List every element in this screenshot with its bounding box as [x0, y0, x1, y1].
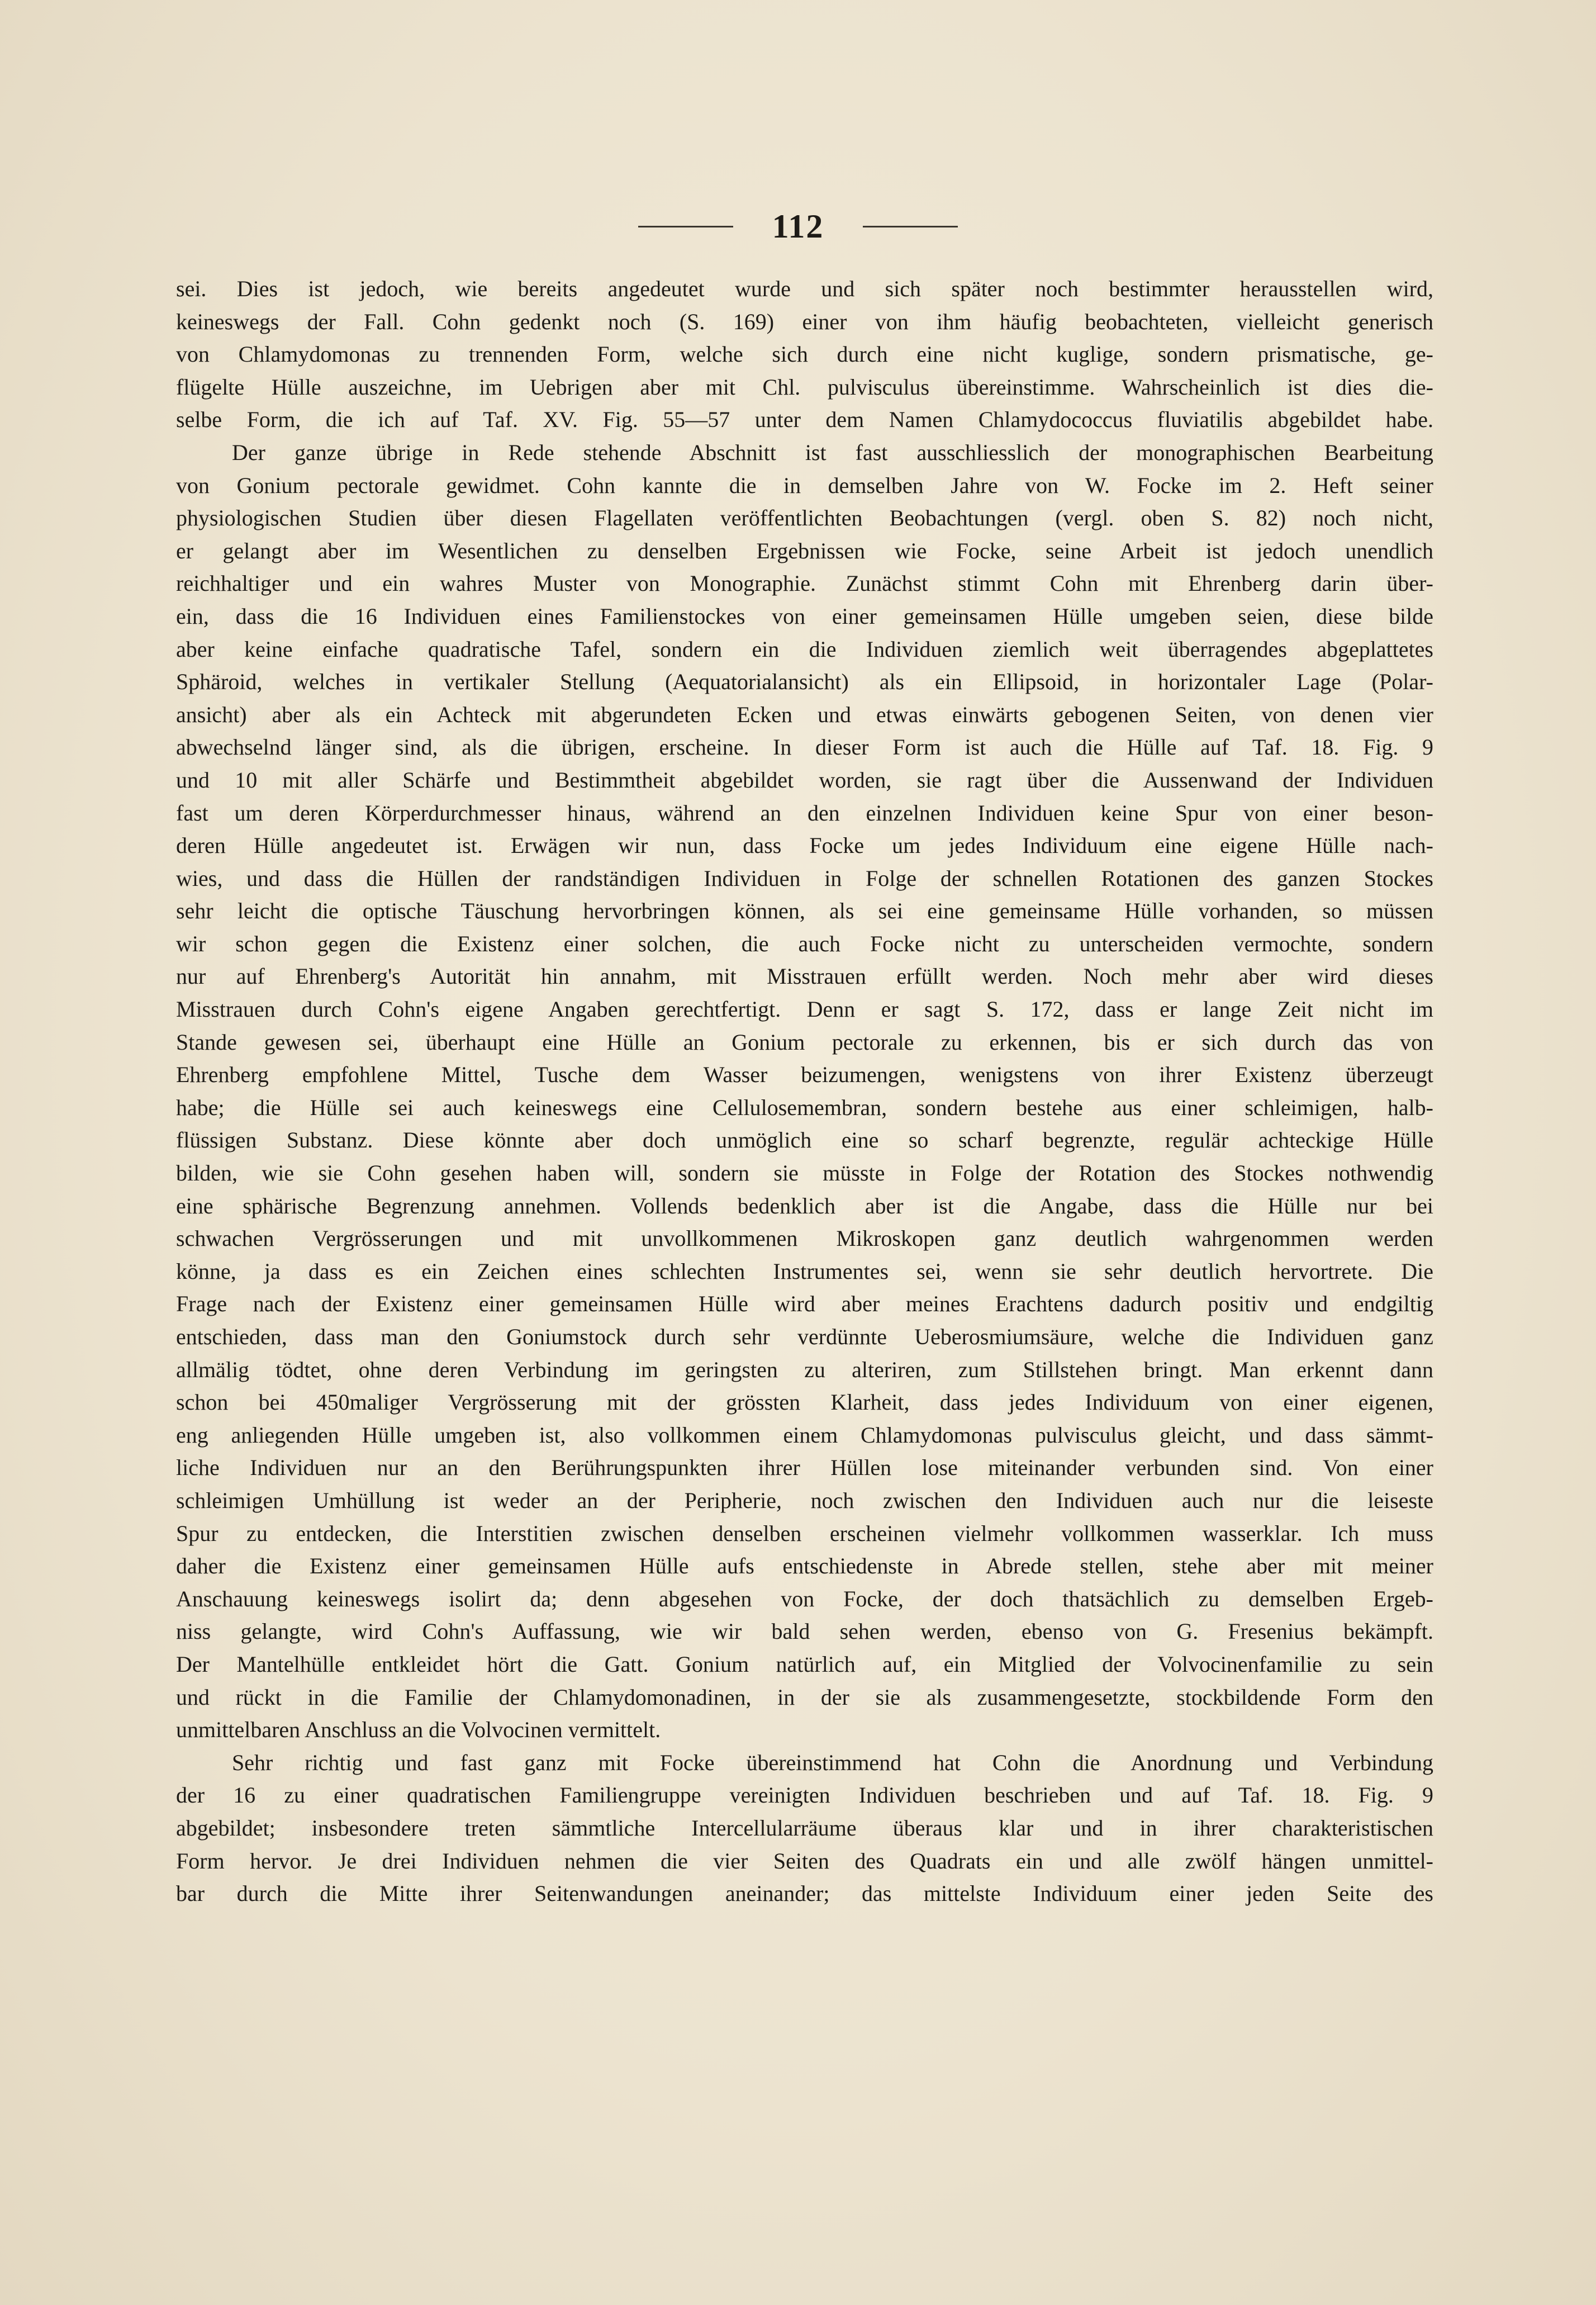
paragraph [176, 437, 1433, 1747]
text-line: Stande gewesen sei, überhaupt eine Hülle an Gonium pectorale zu erkennen, bis er sich durch das von [176, 1029, 1433, 1055]
text-line: Der ganze übrige in Rede stehende Abschnitt ist fast ausschliesslich der monographischen Bearbeitung [232, 439, 1433, 465]
text-line: physiologischen Studien über diesen Flagellaten veröffentlichten Beobachtungen (vergl. oben S. 82) noch nicht, [176, 505, 1433, 531]
text-line: er gelangt aber im Wesentlichen zu denselben Ergebnissen wie Focke, seine Arbeit ist jedoch unendlich [176, 538, 1433, 563]
text-line: Ehrenberg empfohlene Mittel, Tusche dem Wasser beizumengen, wenigstens von ihrer Existenz überzeugt [176, 1062, 1433, 1088]
text-line: fast um deren Körperdurchmesser hinaus, während an den einzelnen Individuen keine Spur von einer beson- [176, 800, 1433, 826]
text-line: bar durch die Mitte ihrer Seitenwandungen aneinander; das mittelste Individuum einer jeden Seite des [176, 1881, 1433, 1906]
text-line: Sphäroid, welches in vertikaler Stellung (Aequatorialansicht) als ein Ellipsoid, in horizontaler Lage (Polar- [176, 669, 1433, 695]
text-line: eine sphärische Begrenzung annehmen. Vollends bedenklich aber ist die Angabe, dass die Hülle nur bei [176, 1193, 1433, 1218]
text-line: von Chlamydomonas zu trennenden Form, welche sich durch eine nicht kuglige, sondern prismatische, ge- [176, 342, 1433, 367]
text-line: wir schon gegen die Existenz einer solchen, die auch Focke nicht zu unterscheiden vermochte, sondern [176, 931, 1433, 956]
text-line: aber keine einfache quadratische Tafel, sondern ein die Individuen ziemlich weit überragendes abgeplattetes [176, 636, 1433, 662]
text-line: bilden, wie sie Cohn gesehen haben will, sondern sie müsste in Folge der Rotation des Stockes nothwendig [176, 1160, 1433, 1186]
page-header [0, 201, 1596, 252]
page-number: 112 [772, 207, 824, 245]
text-line: Form hervor. Je drei Individuen nehmen die vier Seiten des Quadrats ein und alle zwölf hängen unmittel- [176, 1848, 1433, 1874]
text-line: von Gonium pectorale gewidmet. Cohn kannte die in demselben Jahre von W. Focke im 2. Heft seiner [176, 472, 1433, 498]
text-line: keineswegs der Fall. Cohn gedenkt noch (S. 169) einer von ihm häufig beobachteten, vielleicht generisch [176, 309, 1433, 334]
text-line: reichhaltiger und ein wahres Muster von Monographie. Zunächst stimmt Cohn mit Ehrenberg darin über- [176, 571, 1433, 596]
paragraph [176, 273, 1433, 437]
text-line: niss gelangte, wird Cohn's Auffassung, wie wir bald sehen werden, ebenso von G. Fresenius bekämpft. [176, 1619, 1433, 1644]
text-line: abgebildet; insbesondere treten sämmtliche Intercellularräume überaus klar und in ihrer charakteristischen [176, 1815, 1433, 1841]
header-rule-right [863, 226, 958, 227]
text-line: ein, dass die 16 Individuen eines Familienstockes von einer gemeinsamen Hülle umgeben seien, diese bilde [176, 603, 1433, 629]
text-line: habe; die Hülle sei auch keineswegs eine Cellulosemembran, sondern bestehe aus einer schleimigen, halb- [176, 1094, 1433, 1120]
text-line: schleimigen Umhüllung ist weder an der Peripherie, noch zwischen den Individuen auch nur die leiseste [176, 1487, 1433, 1513]
text-line: nur auf Ehrenberg's Autorität hin annahm, mit Misstrauen erfüllt werden. Noch mehr aber wird dieses [176, 964, 1433, 989]
text-line: Sehr richtig und fast ganz mit Focke übereinstimmend hat Cohn die Anordnung und Verbindung [232, 1749, 1433, 1775]
text-line: und 10 mit aller Schärfe und Bestimmtheit abgebildet worden, sie ragt über die Aussenwand der Individuen [176, 767, 1433, 793]
text-line: Frage nach der Existenz einer gemeinsamen Hülle wird aber meines Erachtens dadurch positiv und endgiltig [176, 1291, 1433, 1317]
text-line: und rückt in die Familie der Chlamydomonadinen, in der sie als zusammengesetzte, stockbildende Form den [176, 1684, 1433, 1710]
text-line: entschieden, dass man den Goniumstock durch sehr verdünnte Ueberosmiumsäure, welche die Individuen ganz [176, 1324, 1433, 1349]
text-line: Der Mantelhülle entkleidet hört die Gatt. Gonium natürlich auf, ein Mitglied der Volvocinenfamilie zu sein [176, 1651, 1433, 1677]
body-text [176, 273, 1433, 1910]
text-line: daher die Existenz einer gemeinsamen Hülle aufs entschiedenste in Abrede stellen, stehe aber mit meiner [176, 1553, 1433, 1579]
text-line: deren Hülle angedeutet ist. Erwägen wir nun, dass Focke um jedes Individuum eine eigene Hülle nach- [176, 833, 1433, 859]
text-line: Spur zu entdecken, die Interstitien zwischen denselben erscheinen vielmehr vollkommen wasserklar. Ich muss [176, 1520, 1433, 1546]
text-line: sei. Dies ist jedoch, wie bereits angedeutet wurde und sich später noch bestimmter herausstellen wird, [176, 276, 1433, 301]
text-line: liche Individuen nur an den Berührungspunkten ihrer Hüllen lose miteinander verbunden sind. Von einer [176, 1455, 1433, 1481]
text-line: ansicht) aber als ein Achteck mit abgerundeten Ecken und etwas einwärts gebogenen Seiten, von denen vier [176, 701, 1433, 727]
header-rule-left [638, 226, 733, 227]
text-line: schon bei 450maliger Vergrösserung mit der grössten Klarheit, dass jedes Individuum von einer eigenen, [176, 1389, 1433, 1415]
text-line: der 16 zu einer quadratischen Familiengruppe vereinigten Individuen beschrieben und auf Taf. 18. Fig. 9 [176, 1782, 1433, 1808]
text-line: allmälig tödtet, ohne deren Verbindung im geringsten zu alteriren, zum Stillstehen bringt. Man erkennt dann [176, 1357, 1433, 1382]
text-line: abwechselnd länger sind, als die übrigen, erscheine. In dieser Form ist auch die Hülle auf Taf. 18. Fig. 9 [176, 734, 1433, 760]
text-line: selbe Form, die ich auf Taf. XV. Fig. 55—57 unter dem Namen Chlamydococcus fluviatilis abgebildet habe. [176, 407, 1433, 433]
text-line: unmittelbaren Anschluss an die Volvocinen vermittelt. [176, 1717, 661, 1743]
text-line: eng anliegenden Hülle umgeben ist, also vollkommen einem Chlamydomonas pulvisculus gleicht, und dass sämmt- [176, 1422, 1433, 1448]
text-line: Anschauung keineswegs isolirt da; denn abgesehen von Focke, der doch thatsächlich zu demselben Ergeb- [176, 1586, 1433, 1611]
text-line: wies, und dass die Hüllen der randständigen Individuen in Folge der schnellen Rotationen des ganzen Stockes [176, 865, 1433, 891]
text-line: Misstrauen durch Cohn's eigene Angaben gerechtfertigt. Denn er sagt S. 172, dass er lange Zeit nicht im [176, 997, 1433, 1022]
text-line: könne, ja dass es ein Zeichen eines schlechten Instrumentes sei, wenn sie sehr deutlich hervortrete. Die [176, 1258, 1433, 1284]
text-line: flüssigen Substanz. Diese könnte aber doch unmöglich eine so scharf begrenzte, regulär achteckige Hülle [176, 1127, 1433, 1153]
text-line: flügelte Hülle auszeichne, im Uebrigen aber mit Chl. pulvisculus übereinstimme. Wahrscheinlich ist dies die- [176, 374, 1433, 400]
paragraph [176, 1747, 1433, 1910]
text-line: sehr leicht die optische Täuschung hervorbringen können, als sei eine gemeinsame Hülle vorhanden, so müssen [176, 898, 1433, 924]
text-line: schwachen Vergrösserungen und mit unvollkommenen Mikroskopen ganz deutlich wahrgenommen werden [176, 1226, 1433, 1251]
